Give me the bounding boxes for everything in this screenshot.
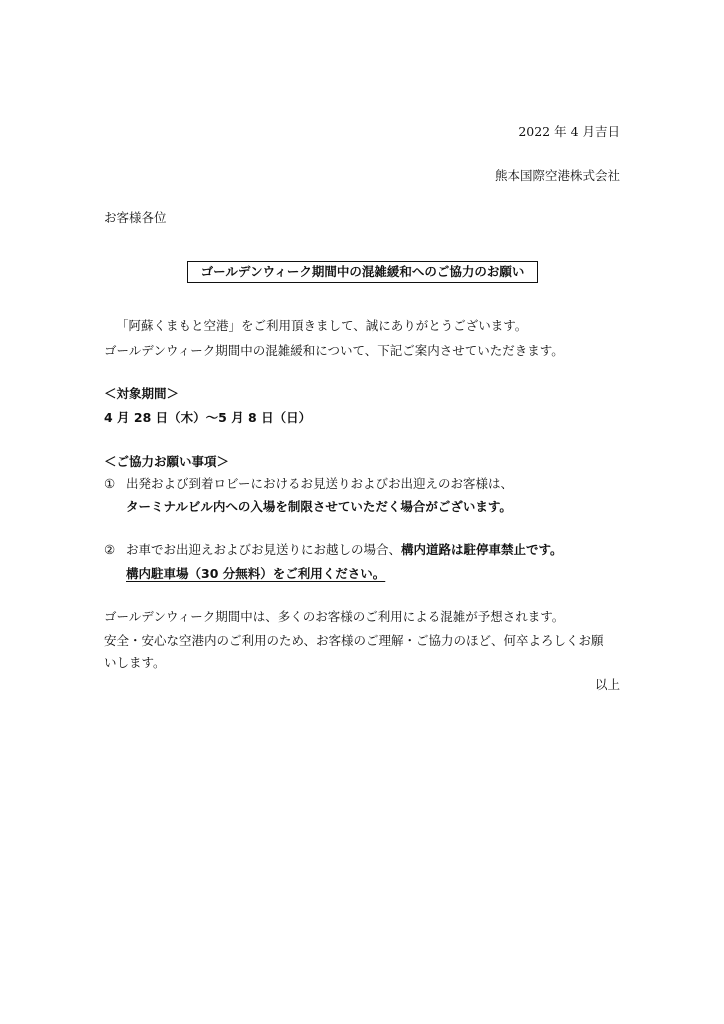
intro-line-1: 「阿蘇くまもと空港」をご利用頂きまして、誠にありがとうございます。 [116,318,528,333]
period-value: 4 月 28 日（木）～5 月 8 日（日） [104,410,312,425]
request-text-1: 出発および到着ロビーにおけるお見送りおよびお出迎えのお客様は、 [126,476,514,491]
document-date: 2022 年 4 月吉日 [518,124,620,139]
closing-end-mark: 以上 [594,677,620,692]
intro-line-2: ゴールデンウィーク期間中の混雑緩和について、下記ご案内させていただきます。 [104,343,564,358]
company-name: 熊本国際空港株式会社 [494,168,620,183]
request-text-2: お車でお出迎えおよびお見送りにお越しの場合、 [126,542,402,557]
requests-heading: ＜ご協力お願い事項＞ [104,454,230,469]
period-heading: ＜対象期間＞ [104,386,180,401]
request-emphasis-2-inline: 構内道路は駐停車禁止です。 [401,542,563,557]
request-number-1: ① [104,476,116,491]
request-emphasis-2-line2: 構内駐車場（30 分無料）をご利用ください。 [126,566,386,581]
notice-title: ゴールデンウィーク期間中の混雑緩和へのご協力のお願い [187,261,538,283]
request-emphasis-1: ターミナルビル内への入場を制限させていただく場合がございます。 [126,499,512,514]
closing-line-2: 安全・安心な空港内のご利用のため、お客様のご理解・ご協力のほど、何卒よろしくお願 [104,633,604,648]
closing-line-3: いします。 [104,655,166,670]
addressee: お客様各位 [104,210,167,225]
request-number-2: ② [104,542,116,557]
request-item-1 [104,476,513,492]
request-item-2 [104,542,563,558]
closing-line-1: ゴールデンウィーク期間中は、多くのお客様のご利用による混雑が予想されます。 [104,609,565,624]
